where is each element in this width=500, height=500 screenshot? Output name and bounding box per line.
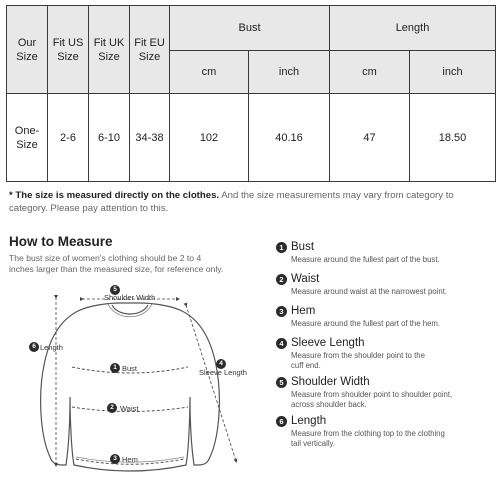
cell-length-cm: 47 <box>330 94 410 182</box>
measure-badge: 1 <box>276 242 287 253</box>
diagram-label-shoulder: Shoulder Width <box>104 293 156 302</box>
diagram-label-waist: Waist <box>120 404 139 413</box>
measure-desc: Measure from the shoulder point to the cuff end. <box>291 351 425 370</box>
measure-badge: 4 <box>276 338 287 349</box>
cell-bust-cm: 102 <box>170 94 249 182</box>
diagram-badge-length: 6 <box>29 342 39 352</box>
diagram-label-hem: Hem <box>122 455 138 464</box>
diagram-label-length: Length <box>40 343 63 352</box>
cell-fit-us: 2-6 <box>48 94 89 182</box>
diagram-label-bust: Bust <box>122 364 138 373</box>
sweater-outline <box>41 303 220 471</box>
unit-length-inch: inch <box>410 51 496 94</box>
header-fit-uk: Fit UK Size <box>89 6 130 94</box>
header-our-size: Our Size <box>7 6 48 94</box>
measure-name: Bust <box>291 241 315 253</box>
measure-desc: Measure from the clothing top to the clothing tail vertically. <box>291 429 445 448</box>
header-fit-us: Fit US Size <box>48 6 89 94</box>
header-bust: Bust <box>170 6 330 51</box>
how-to-measure-title: How to Measure <box>9 234 113 249</box>
header-length: Length <box>330 6 496 51</box>
cell-fit-uk: 6-10 <box>89 94 130 182</box>
diagram-badge-hem: 3 <box>110 454 120 464</box>
sweater-diagram <box>0 275 270 500</box>
measure-desc: Measure around the fullest part of the bust. <box>291 255 440 264</box>
measure-name: Sleeve Length <box>291 337 365 349</box>
cell-bust-inch: 40.16 <box>249 94 330 182</box>
measure-badge: 3 <box>276 306 287 317</box>
measure-name: Length <box>291 415 327 427</box>
unit-bust-inch: inch <box>249 51 330 94</box>
cell-our-size: One-Size <box>7 94 48 182</box>
measurement-note <box>9 189 491 215</box>
measure-name: Shoulder Width <box>291 376 370 388</box>
diagram-badge-sleeve: 4 <box>216 359 226 369</box>
diagram-badge-shoulder: 5 <box>110 285 120 295</box>
how-to-measure-description: The bust size of women's clothing should be 2 to 4 inches larger than the measured size, for reference only. <box>9 253 224 274</box>
diagram-badge-bust: 1 <box>110 363 120 373</box>
measure-badge: 6 <box>276 416 287 427</box>
unit-length-cm: cm <box>330 51 410 94</box>
measure-badge: 2 <box>276 274 287 285</box>
sweater-illustration <box>0 275 270 500</box>
measure-badge: 5 <box>276 377 287 388</box>
measure-desc: Measure around the fullest part of the hem. <box>291 319 441 328</box>
measure-desc: Measure around waist at the narrowest point. <box>291 287 448 296</box>
unit-bust-cm: cm <box>170 51 249 94</box>
measure-name: Waist <box>291 273 320 285</box>
diagram-label-sleeve: Sleeve Length <box>199 368 247 377</box>
note-bold: * The size is measured directly on the clothes. <box>9 190 220 201</box>
diagram-badge-waist: 2 <box>107 403 117 413</box>
note-rest: And the size measurements may vary from category to category. Please pay attention to this. <box>9 190 454 214</box>
size-chart-table <box>6 5 496 182</box>
cell-fit-eu: 34-38 <box>130 94 170 182</box>
measure-name: Hem <box>291 305 316 317</box>
header-fit-eu: Fit EU Size <box>130 6 170 94</box>
cell-length-inch: 18.50 <box>410 94 496 182</box>
measure-desc: Measure from shoulder point to shoulder point, across shoulder back. <box>291 390 453 409</box>
